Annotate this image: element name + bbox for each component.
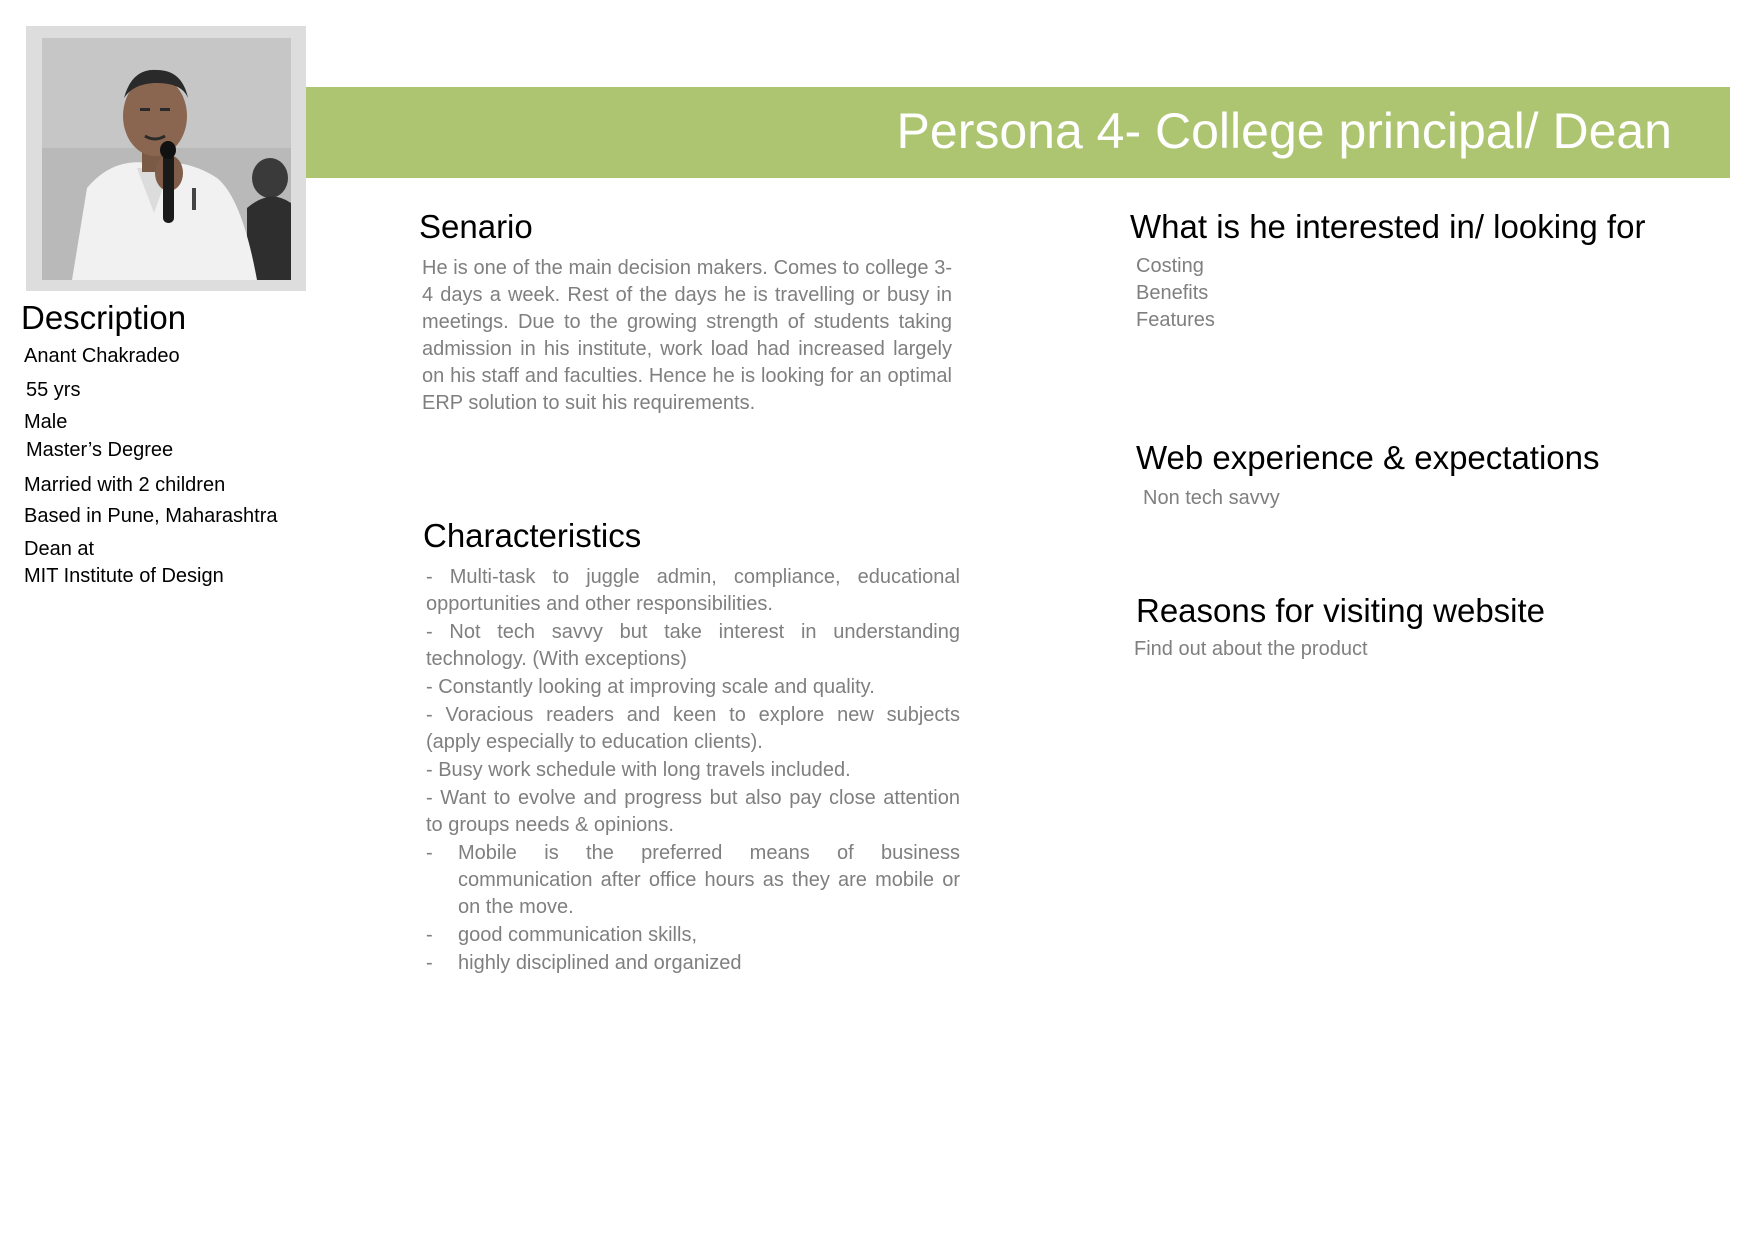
description-age: 55 yrs — [26, 379, 81, 401]
characteristics-heading: Characteristics — [423, 517, 642, 554]
list-item — [426, 950, 960, 977]
reasons-text: Find out about the product — [1134, 638, 1368, 660]
web-experience-heading: Web experience & expectations — [1136, 439, 1600, 476]
description-name: Anant Chakradeo — [24, 345, 180, 367]
description-family: Married with 2 children — [24, 474, 226, 496]
page-title: Persona 4- College principal/ Dean — [896, 103, 1672, 159]
person-photo-icon — [42, 38, 291, 280]
list-item: Features — [1136, 309, 1215, 331]
list-item: - Not tech savvy but take interest in understanding technology. (With exceptions) — [426, 621, 960, 670]
interests-heading: What is he interested in/ looking for — [1130, 208, 1646, 245]
list-item: - Constantly looking at improving scale and quality. — [426, 676, 875, 698]
description-education: Master’s Degree — [26, 439, 174, 461]
list-item-text: highly disciplined and organized — [458, 952, 742, 974]
person-photo — [42, 38, 291, 280]
scenario-text: He is one of the main decision makers. Comes to college 3-4 days a week. Rest of the days he is travelling or busy in meetings. Due to the growing strength of students taking admission in his institute, work load had increased largely on his staff and faculties. Hence he is looking for an optimal ERP solution to suit his requirements. — [422, 257, 952, 414]
dash-bullet: - — [426, 842, 433, 864]
dash-bullet: - — [426, 924, 433, 946]
list-item: Benefits — [1136, 282, 1209, 304]
list-item: - Voracious readers and keen to explore new subjects (apply especially to education clients). — [426, 704, 960, 753]
web-experience-text: Non tech savvy — [1143, 487, 1280, 509]
scenario-heading: Senario — [419, 208, 533, 245]
list-item: Costing — [1136, 255, 1204, 277]
description-heading: Description — [21, 299, 187, 336]
characteristics-list — [426, 564, 960, 978]
list-item: - Multi-task to juggle admin, compliance, educational opportunities and other responsibilities. — [426, 566, 960, 615]
list-item-text: Mobile is the preferred means of business communication after office hours as they are mobile or on the move. — [458, 842, 960, 918]
list-item-text: good communication skills, — [458, 924, 697, 946]
list-item: - Busy work schedule with long travels included. — [426, 759, 851, 781]
list-item — [426, 840, 960, 921]
reasons-heading: Reasons for visiting website — [1136, 592, 1546, 629]
interests-list — [1136, 253, 1215, 334]
list-item — [426, 922, 960, 949]
dash-bullet: - — [426, 952, 433, 974]
photo-frame — [26, 26, 306, 291]
description-institution: MIT Institute of Design — [24, 565, 224, 587]
description-location: Based in Pune, Maharashtra — [24, 505, 278, 527]
description-gender: Male — [24, 411, 68, 433]
title-banner — [306, 87, 1730, 178]
description-role: Dean at — [24, 538, 95, 560]
list-item: - Want to evolve and progress but also pay close attention to groups needs & opinions. — [426, 787, 960, 836]
